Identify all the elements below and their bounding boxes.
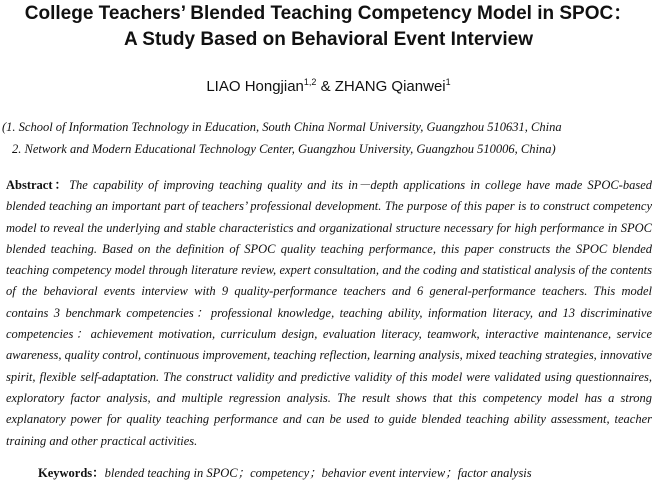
abstract-text: The capability of improving teaching quality and its in－depth applications in college have made SPOC-based blended teaching an important part of teachers’ professional development. The purpose of this paper is to construct competency model to reveal the underlying and stable characteristics and organizational structure necessary for high performance in SPOC blended teaching. Based on the definition of SPOC quality teaching performance, this paper constructs the SPOC blended teaching competency model through literature review, expert consultation, and the coding and statistical analysis of the contents of the behavioral events interview with 9 quality-performance teachers and 6 general-performance teachers. This model contains 3 benchmark competencies：professional knowledge, teaching ability, information literacy, and 13 discriminative competencies：achievement motivation, curriculum design, evaluation literacy, teamwork, interactive maintenance, service awareness, quality control, continuous improvement, teaching reflection, learning analysis, mixed teaching strategies, innovative spirit, flexible self-adaptation. The construct validity and predictive validity of this model were validated using questionnaires, exploratory factor analysis, and multiple regression analysis. The result shows that this competency model has a strong explanatory power for quality teaching performance and can be used to guide blended teaching ability assessment, teacher training and other practical activities. xyxy=(6,178,653,448)
author-separator: & xyxy=(316,78,335,95)
author-line xyxy=(0,77,657,95)
paper-title xyxy=(0,1,657,53)
author-2: ZHANG Qianwei xyxy=(334,78,446,95)
abstract-block xyxy=(6,175,652,452)
title-line-1: College Teachers’ Blended Teaching Competency Model in SPOC： xyxy=(24,3,633,24)
keywords-label: Keywords： xyxy=(38,466,105,480)
keywords-text: blended teaching in SPOC；competency；behavior event interview；factor analysis xyxy=(104,466,532,480)
author-1: LIAO Hongjian xyxy=(206,78,304,95)
author-1-affiliation-mark: 1,2 xyxy=(303,77,317,87)
keywords-block xyxy=(38,463,532,481)
author-2-affiliation-mark: 1 xyxy=(445,77,451,87)
affiliation-2: 2. Network and Modern Educational Technology Center, Guangzhou University, Guangzhou 510006, China) xyxy=(12,142,556,156)
abstract-label: Abstract： xyxy=(6,178,70,192)
affiliation-1: (1. School of Information Technology in Education, South China Normal University, Guangzhou 510631, China xyxy=(2,120,562,134)
title-line-2: A Study Based on Behavioral Event Interview xyxy=(124,29,533,50)
